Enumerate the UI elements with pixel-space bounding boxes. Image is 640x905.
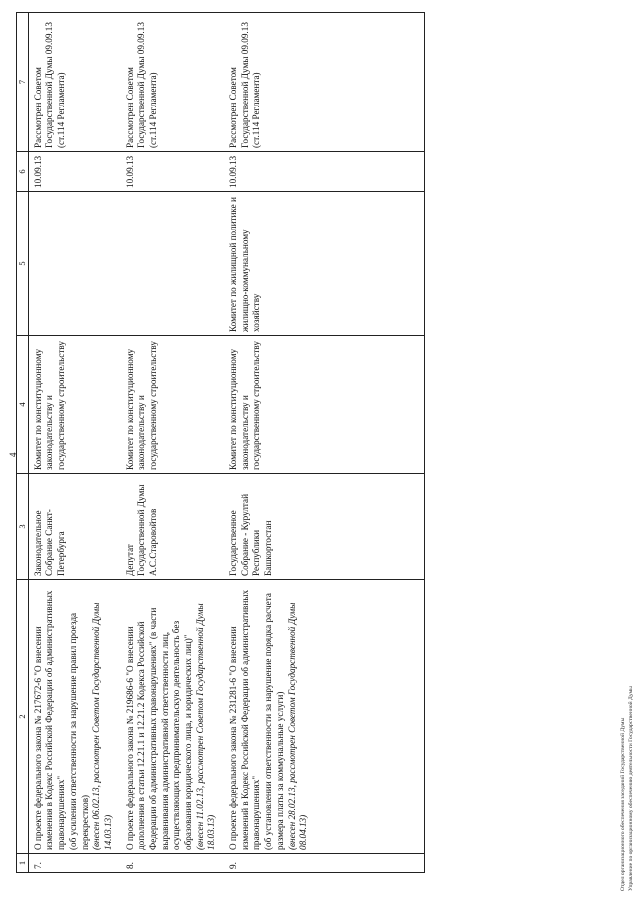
- column-number: 2: [17, 580, 29, 854]
- table-row: [28, 13, 120, 873]
- bill-author: Депутат Государственной Думы А.С.Старовойтов: [121, 474, 225, 580]
- column-number: 3: [17, 474, 29, 580]
- column-number: 4: [17, 336, 29, 474]
- bill-note: (внесен 06.02.13, рассмотрен Советом Государственной Думы 14.03.13): [91, 602, 113, 850]
- bill-author: Государственное Собрание - Курултай Республики Башкортостан: [224, 474, 425, 580]
- responsible-committee: Комитет по конституционному законодательству и государственному строительству: [224, 336, 425, 474]
- review-status: Рассмотрен Советом Государственной Думы 09.09.13 (ст.114 Регламента): [28, 13, 120, 152]
- co-committee: [28, 192, 120, 336]
- footer-directorate: Управление по организационному обеспечению деятельности Государственной Думы: [627, 686, 634, 891]
- bill-description: [28, 580, 120, 854]
- footer: [620, 686, 635, 891]
- column-number: 5: [17, 192, 29, 336]
- column-number: 6: [17, 152, 29, 192]
- review-date: 10.09.13: [121, 152, 225, 192]
- page-number: 4: [8, 452, 18, 457]
- bill-author: Законодательное Собрание Санкт-Петербурга: [28, 474, 120, 580]
- column-number: 1: [17, 854, 29, 873]
- responsible-committee: Комитет по конституционному законодательству и государственному строительству: [121, 336, 225, 474]
- bill-title: О проекте федерального закона № 231281-6 "О внесении изменений в Кодекс Российской Федерации об административных правонарушениях" (об установлении ответственности за нарушение порядка расчета размера платы за коммунальные услуги): [228, 589, 285, 850]
- table-row: [224, 13, 425, 873]
- bill-note: (внесен 28.02.13, рассмотрен Советом Государственной Думы 08.04.13): [286, 602, 309, 850]
- bill-note: (внесен 11.02.13, рассмотрен Советом Государственной Думы 18.03.13): [194, 603, 217, 850]
- row-number: 7.: [28, 854, 120, 873]
- footer-department: Отдел организационного обеспечения заседаний Государственной Думы: [620, 717, 626, 891]
- bill-description: [224, 580, 425, 854]
- review-date: 10.09.13: [224, 152, 425, 192]
- review-status: Рассмотрен Советом Государственной Думы 09.09.13 (ст.114 Регламента): [121, 13, 225, 152]
- review-date: 10.09.13: [28, 152, 120, 192]
- row-number: 8.: [121, 854, 225, 873]
- column-number-row: [17, 13, 29, 873]
- co-committee: [121, 192, 225, 336]
- co-committee: Комитет по жилищной политике и жилищно-коммунальному хозяйству: [224, 192, 425, 336]
- responsible-committee: Комитет по конституционному законодательству и государственному строительству: [28, 336, 120, 474]
- review-status: Рассмотрен Советом Государственной Думы 09.09.13 (ст.114 Регламента): [224, 13, 425, 152]
- row-number: 9.: [224, 854, 425, 873]
- bill-description: [121, 580, 225, 854]
- bill-title: О проекте федерального закона № 219686-6 "О внесении дополнения в статьи 12.21.1 и 12.21.2 Кодекса Российской Федерации об административных правонарушениях" (в части выравнивания административной ответственности лиц, осуществляющих предпринимательскую деятельность без образования юридического лица, и юридических лиц)": [124, 607, 194, 850]
- bills-table: [16, 12, 425, 873]
- bill-title: О проекте федерального закона № 217672-6 "О внесении изменения в Кодекс Российской Федерации об административных правонарушениях" (об усилении ответственности за нарушение правил проезда перекрестков): [32, 590, 90, 850]
- table-row: [121, 13, 225, 873]
- column-number: 7: [17, 13, 29, 152]
